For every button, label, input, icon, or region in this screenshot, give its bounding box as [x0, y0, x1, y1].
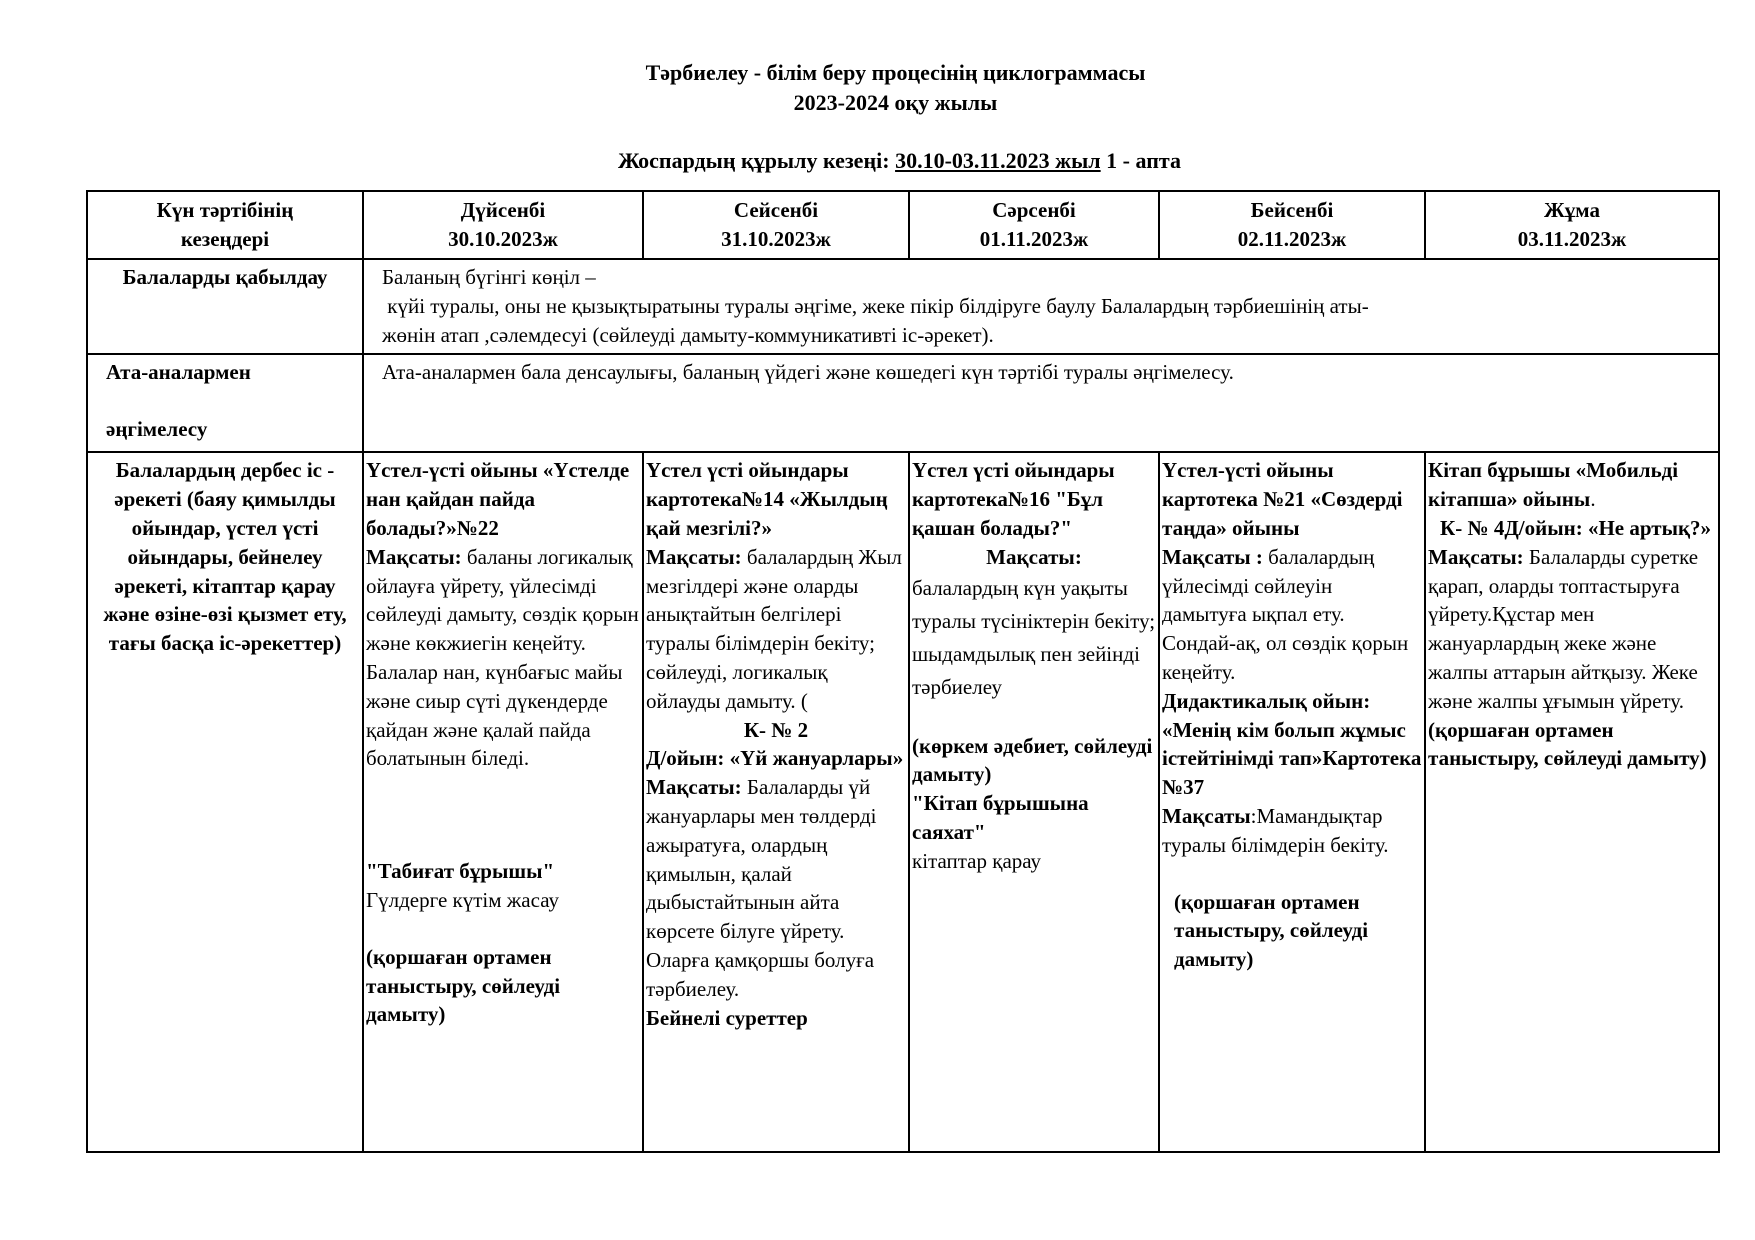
wednesday-activities: Үстел үсті ойындары картотека№16 "Бұл қашан болады?" Мақсаты: балалардың күн уақыты туралы түсініктерін бекіту; шыдамдылық пен зейінді тәрбиелеу (көркем әдебиет, сөйлеуді дамыту) "Кітап бұрышына саяхат" кітаптар қарау — [909, 452, 1159, 1152]
table-row-activities — [87, 452, 1719, 1152]
thursday-activities: Үстел-үсті ойыны картотека №21 «Сөздерді таңда» ойыны Мақсаты : балалардың үйлесімді сөйлеуін дамытуға ықпал ету. Сондай-ақ, ол сөздік қорын кеңейту. Дидактикалық ойын: «Менің кім болып жұмыс істейтінімді тап»Картотека №37 Мақсаты:Мамандықтар туралы білімдерін бекіту. (қоршаған ортамен таныстыру, сөйлеуді дамыту) — [1159, 452, 1425, 1152]
academic-year: 2023-2024 оқу жылы — [793, 90, 998, 115]
period-value: 30.10-03.11.2023 жыл — [895, 148, 1101, 173]
week-label: 1 - апта — [1106, 148, 1181, 173]
header-monday: Дүйсенбі 30.10.2023ж — [363, 191, 643, 259]
header-wednesday: Сәрсенбі 01.11.2023ж — [909, 191, 1159, 259]
stage-independent-activity: Балалардың дербес іс - әрекеті (баяу қимылды ойындар, үстел үсті ойындары, бейнелеу әрекеті, кітаптар қарау және өзіне-өзі қызмет ету, тағы басқа іс-әрекеттер) — [87, 452, 363, 1152]
table-row-parents — [87, 354, 1719, 452]
stage-reception: Балаларды қабылдау — [87, 259, 363, 354]
parents-text: Ата-аналармен бала денсаулығы, баланың үйдегі және көшедегі күн тәртібі туралы әңгімелесу. — [363, 354, 1719, 452]
stage-parents: Ата-аналармен әңгімелесу — [87, 354, 363, 452]
header-tuesday: Сейсенбі 31.10.2023ж — [643, 191, 909, 259]
friday-activities: Кітап бұрышы «Мобильді кітапша» ойыны. К- № 4Д/ойын: «Не артық?» Мақсаты: Балаларды суретке қарап, оларды топтастыруға үйрету.Құстар мен жануарлардың жеке және жалпы аттарын айтқызу. Жеке және жалпы ұғымын үйрету. (қоршаған ортамен таныстыру, сөйлеуді дамыту) — [1425, 452, 1719, 1152]
table-header-row — [87, 191, 1719, 259]
planning-period — [22, 148, 1755, 174]
monday-activities: Үстел-үсті ойыны «Үстелде нан қайдан пайда болады?»№22 Мақсаты: баланы логикалық ойлауға үйрету, үйлесімді сөйлеуді дамыту, сөздік қорын және көкжиегін кеңейту. Балалар нан, күнбағыс майы және сиыр сүті дүкендерде қайдан және қалай пайда болатынын біледі. "Табиғат бұрышы" Гүлдерге күтім жасау (қоршаған ортамен таныстыру, сөйлеуді дамыту) — [363, 452, 643, 1152]
header-thursday: Бейсенбі 02.11.2023ж — [1159, 191, 1425, 259]
tuesday-activities: Үстел үсті ойындары картотека№14 «Жылдың қай мезгілі?» Мақсаты: балалардың Жыл мезгілдері және оларды анықтайтын белгілері туралы білімдерін бекіту; сөйлеуді, логикалық ойлауды дамыту. ( К- № 2 Д/ойын: «Үй жануарлары» Мақсаты: Балаларды үй жануарлары мен төлдерді ажыратуға, олардың қимылын, қалай дыбыстайтынын айта көрсете білуге үйрету. Оларға қамқоршы болуға тәрбиелеу. Бейнелі суреттер — [643, 452, 909, 1152]
header-friday: Жұма 03.11.2023ж — [1425, 191, 1719, 259]
cyclogram-table — [86, 190, 1720, 1153]
table-row-reception — [87, 259, 1719, 354]
header-stage: Күн тәртібінің кезеңдері — [87, 191, 363, 259]
document-title: Тәрбиелеу - білім беру процесінің циклограммасы — [645, 60, 1146, 85]
period-label: Жоспардың құрылу кезеңі: — [618, 148, 890, 173]
reception-text: Баланың бүгінгі көңіл – күйі туралы, оны не қызықтыратыны туралы әңгіме, жеке пікір білдіруге баулу Балалардың тәрбиешінің аты- жөнін атап ,сәлемдесуі (сөйлеуді дамыту-коммуникативті іс-әрекет). — [363, 259, 1719, 354]
